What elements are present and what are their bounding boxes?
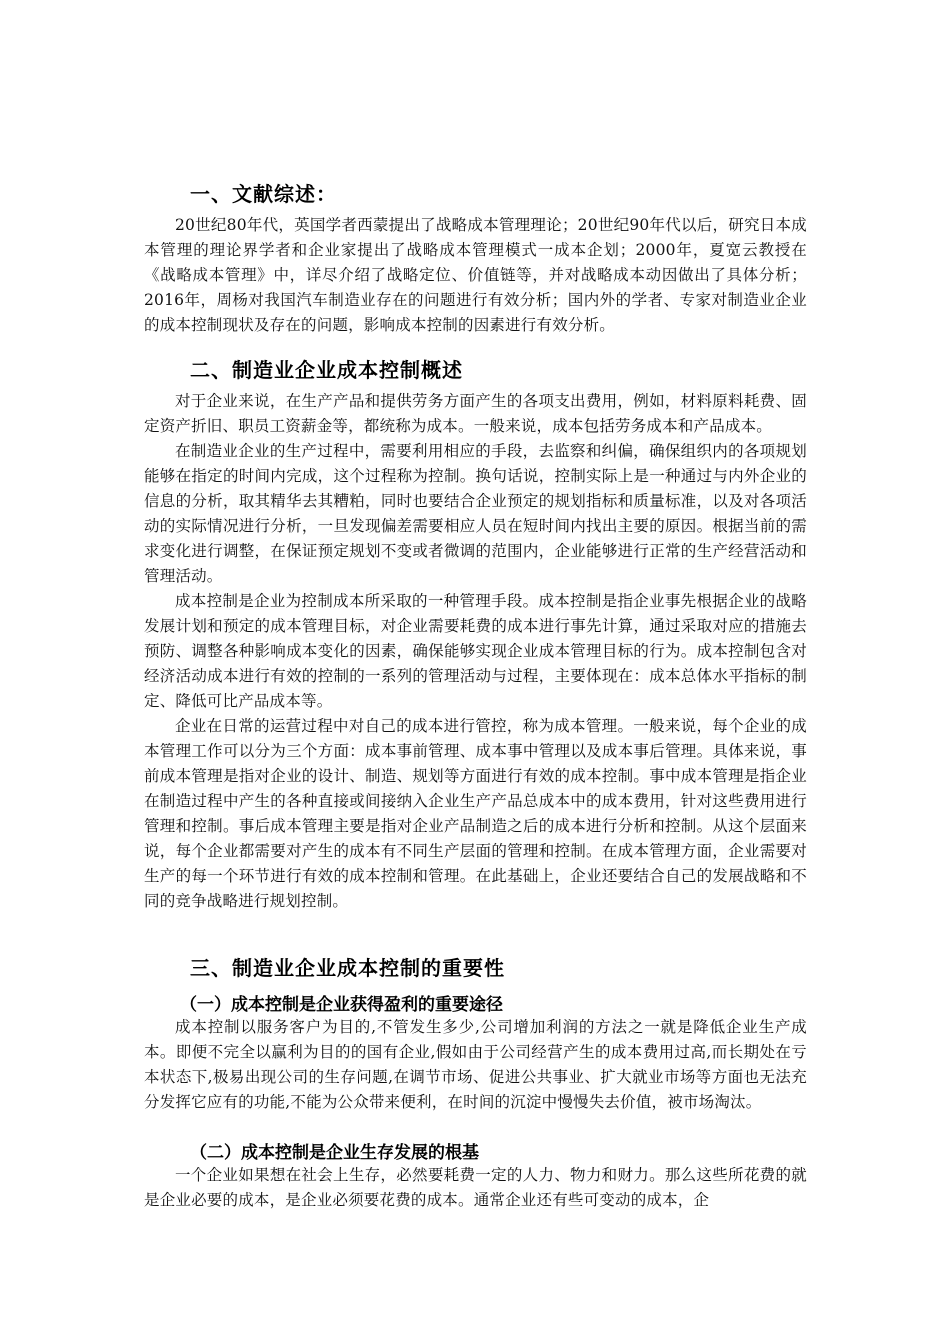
subsection-heading-foundation: （二）成本控制是企业生存发展的根基 [190,1143,479,1163]
paragraph: 成本控制以服务客户为目的,不管发生多少,公司增加利润的方法之一就是降低企业生产成本。即便不完全以赢利为目的的国有企业,假如由于公司经营产生的成本费用过高,而长期处在亏本状态下,极易出现公司的生存问题,在调节市场、促进公共事业、扩大就业市场等方面也无法充分发挥它应有的功能,不能为公众带来便利，在时间的沉淀中慢慢失去价值，被市场淘汰。 [144,1018,807,1111]
subsection-body-profit [144,1015,807,1115]
section-body-literature-review [144,213,807,338]
paragraph: 企业在日常的运营过程中对自己的成本进行管控，称为成本管理。一般来说，每个企业的成本管理工作可以分为三个方面：成本事前管理、成本事中管理以及成本事后管理。具体来说，事前成本管理是指对企业的设计、制造、规划等方面进行有效的成本控制。事中成本管理是指企业在制造过程中产生的各种直接或间接纳入企业生产产品总成本中的成本费用，针对这些费用进行管理和控制。事后成本管理主要是指对企业产品制造之后的成本进行分析和控制。从这个层面来说，每个企业都需要对产生的成本有不同生产层面的管理和控制。在成本管理方面，企业需要对生产的每一个环节进行有效的成本控制和管理。在此基础上，企业还要结合自己的发展战略和不同的竞争战略进行规划控制。 [144,717,807,910]
paragraph: 20世纪80年代，英国学者西蒙提出了战略成本管理理论；20世纪90年代以后，研究日本成本管理的理论界学者和企业家提出了战略成本管理模式一成本企划；2000年，夏宽云教授在《战略成本管理》中，详尽介绍了战略定位、价值链等，并对战略成本动因做出了具体分析；2016年，周杨对我国汽车制造业存在的问题进行有效分析；国内外的学者、专家对制造业企业的成本控制现状及存在的问题，影响成本控制的因素进行有效分析。 [144,216,807,334]
section-heading-literature-review: 一、文献综述： [190,182,337,206]
paragraph: 一个企业如果想在社会上生存，必然要耗费一定的人力、物力和财力。那么这些所花费的就是企业必要的成本，是企业必须要花费的成本。通常企业还有些可变动的成本，企 [144,1166,807,1209]
paragraph: 在制造业企业的生产过程中，需要利用相应的手段，去监察和纠偏，确保组织内的各项规划能够在指定的时间内完成，这个过程称为控制。换句话说，控制实际上是一种通过与内外企业的信息的分析，取其精华去其糟粕，同时也要结合企业预定的规划指标和质量标准，以及对各项活动的实际情况进行分析，一旦发现偏差需要相应人员在短时间内找出主要的原因。根据当前的需求变化进行调整，在保证预定规划不变或者微调的范围内，企业能够进行正常的生产经营活动和管理活动。 [144,442,807,585]
section-heading-overview: 二、制造业企业成本控制概述 [190,358,463,382]
subsection-heading-profit: （一）成本控制是企业获得盈利的重要途径 [180,995,503,1015]
subsection-body-foundation [144,1163,807,1213]
paragraph: 成本控制是企业为控制成本所采取的一种管理手段。成本控制是指企业事先根据企业的战略发展计划和预定的成本管理目标，对企业需要耗费的成本进行事先计算，通过采取对应的措施去预防、调整各种影响成本变化的因素，确保能够实现企业成本管理目标的行为。成本控制包含对经济活动成本进行有效的控制的一系列的管理活动与过程，主要体现在：成本总体水平指标的制定、降低可比产品成本等。 [144,592,807,710]
section-heading-importance: 三、制造业企业成本控制的重要性 [190,956,505,980]
paragraph: 对于企业来说，在生产产品和提供劳务方面产生的各项支出费用，例如，材料原料耗费、固定资产折旧、职员工资薪金等，都统称为成本。一般来说，成本包括劳务成本和产品成本。 [144,392,807,435]
section-body-overview [144,389,807,914]
